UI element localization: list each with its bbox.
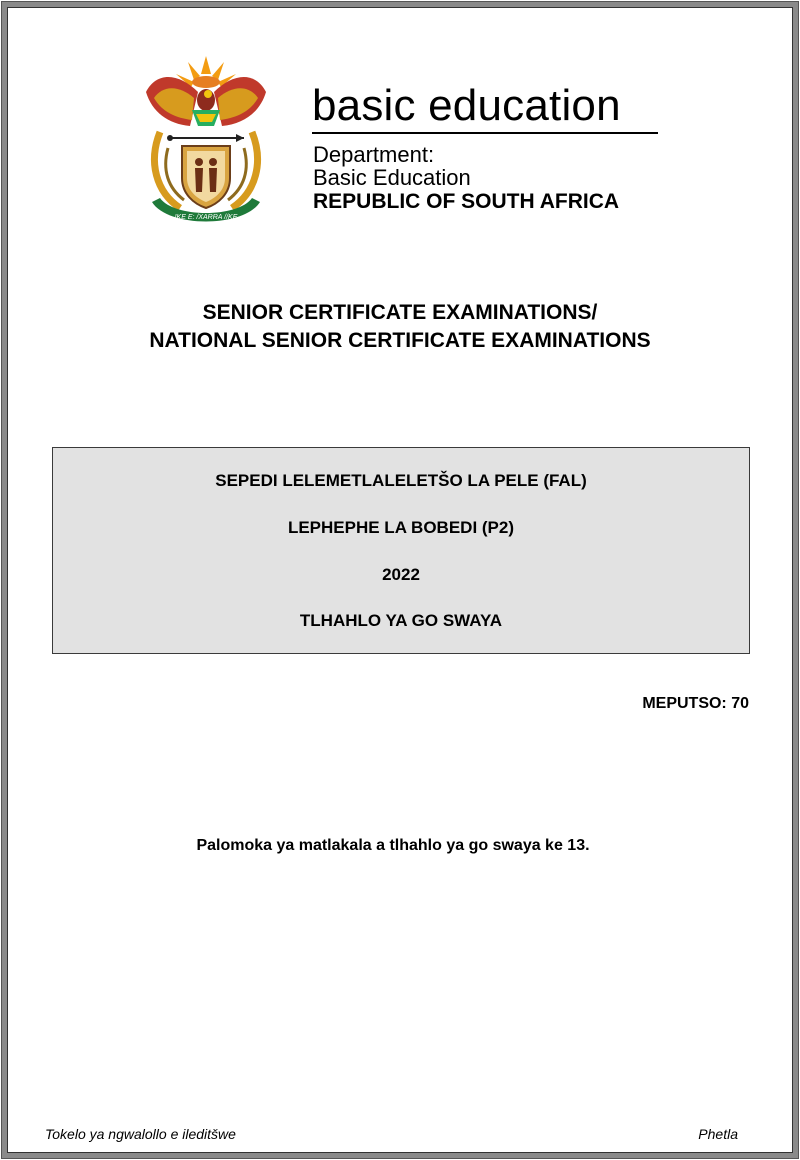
department-label: Department: bbox=[313, 142, 435, 167]
page-count-note: Palomoka ya matlakala a tlhahlo ya go swaya ke 13. bbox=[196, 837, 590, 854]
exam-heading-line-2: NATIONAL SENIOR CERTIFICATE EXAMINATIONS bbox=[149, 329, 651, 352]
copyright-note: Tokelo ya ngwalollo e ileditšwe bbox=[45, 1126, 236, 1142]
department-name: Basic Education bbox=[313, 165, 471, 190]
turn-over-note: Phetla bbox=[698, 1126, 738, 1142]
exam-info-box bbox=[52, 447, 750, 654]
total-marks: MEPUTSO: 70 bbox=[642, 695, 749, 712]
exam-year: 2022 bbox=[382, 565, 420, 584]
paper-title: LEPHEPHE LA BOBEDI (P2) bbox=[287, 518, 515, 537]
coat-of-arms-logo bbox=[138, 52, 274, 230]
brand-rule bbox=[312, 132, 658, 134]
shield-icon bbox=[182, 146, 230, 208]
document-type: TLHAHLO YA GO SWAYA bbox=[299, 611, 503, 630]
country-name: REPUBLIC OF SOUTH AFRICA bbox=[313, 190, 620, 213]
exam-heading-line-1: SENIOR CERTIFICATE EXAMINATIONS/ bbox=[202, 301, 598, 324]
subject-title: SEPEDI LELEMETLALELETŠO LA PELE (FAL) bbox=[215, 471, 587, 490]
brand-title: basic education bbox=[312, 81, 621, 130]
motto-text: !KE E: /XARRA //KE bbox=[174, 214, 238, 221]
